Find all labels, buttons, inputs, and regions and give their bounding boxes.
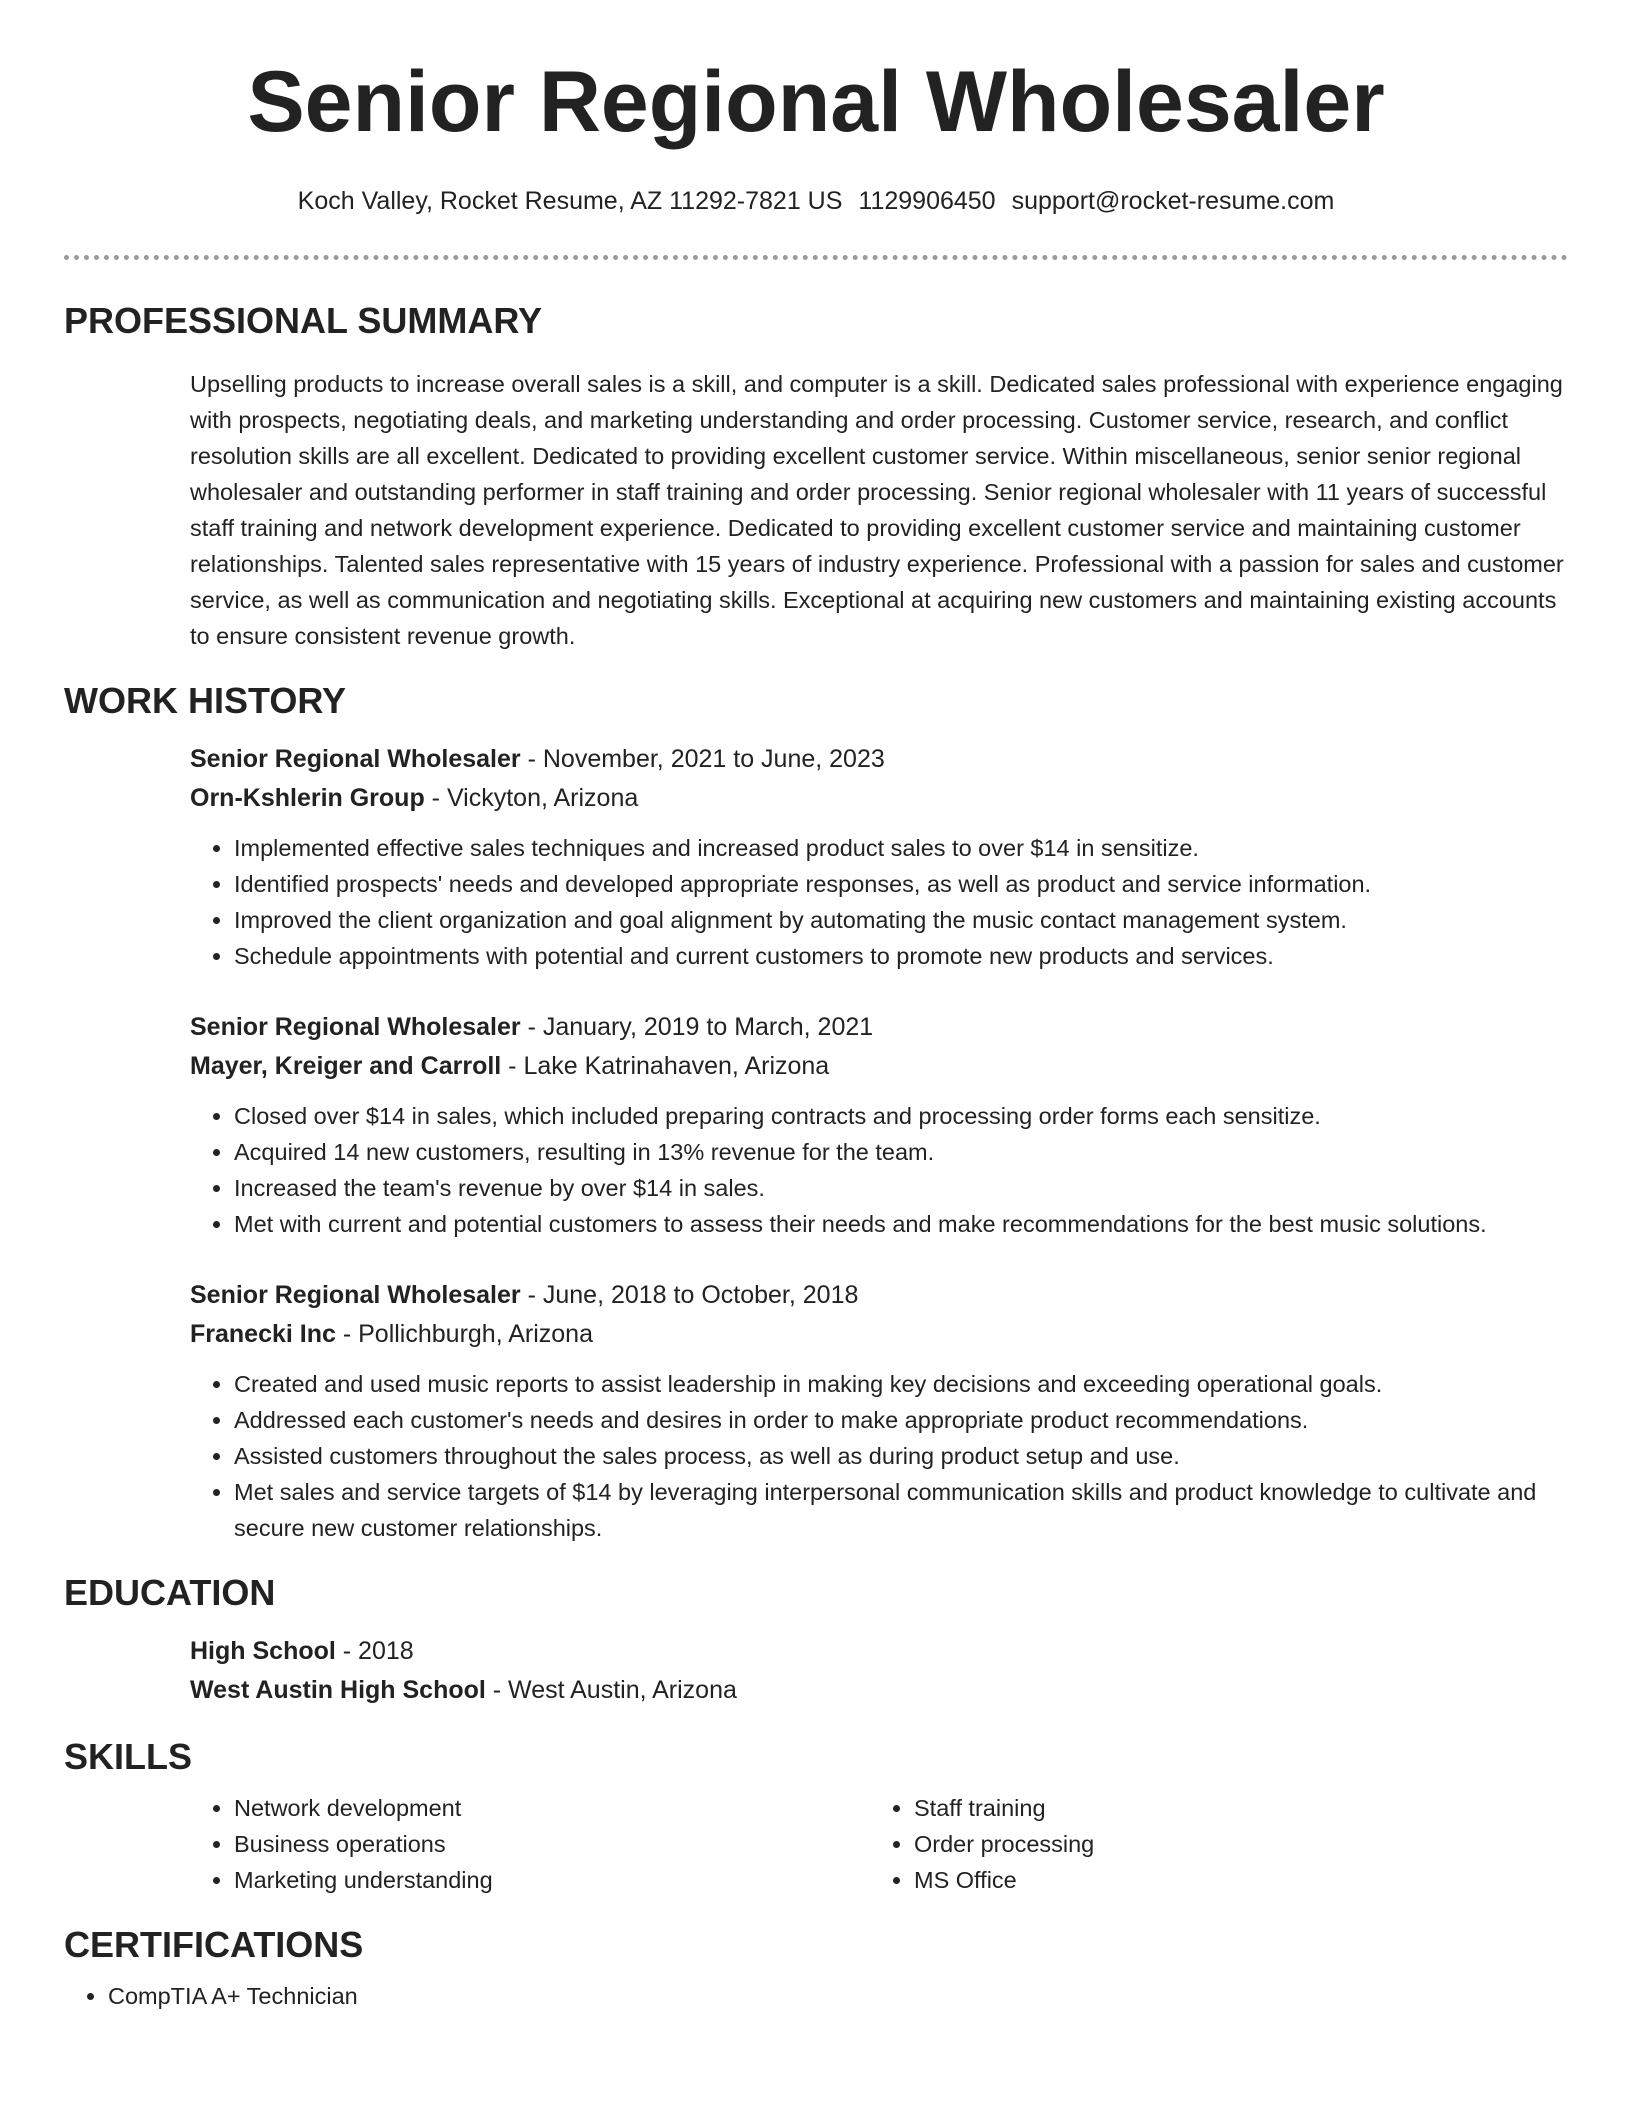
education-school-line bbox=[190, 1671, 1568, 1710]
skill-item: • Marketing understanding bbox=[234, 1862, 870, 1898]
list-item: • Met with current and potential customers to assess their needs and make recommendations for the best music solutions. bbox=[234, 1206, 1568, 1242]
job-company-line bbox=[190, 1047, 1568, 1086]
skill-item: • Staff training bbox=[914, 1790, 1514, 1826]
contact-email: support@rocket-resume.com bbox=[1011, 187, 1335, 215]
job-role: Senior Regional Wholesaler bbox=[190, 1013, 521, 1041]
contact-phone: 1129906450 bbox=[858, 187, 996, 215]
job-location: - Pollichburgh, Arizona bbox=[335, 1320, 593, 1348]
job-entry bbox=[190, 1276, 1568, 1546]
job-dates: - June, 2018 to October, 2018 bbox=[520, 1281, 859, 1309]
list-item: • Identified prospects' needs and developed appropriate responses, as well as product and service information. bbox=[234, 866, 1568, 902]
certifications-section bbox=[64, 1924, 1568, 2014]
job-dates: - January, 2019 to March, 2021 bbox=[520, 1013, 874, 1041]
job-title-line bbox=[190, 1276, 1568, 1315]
skills-heading: SKILLS bbox=[64, 1736, 193, 1777]
education-degree-line bbox=[190, 1632, 1568, 1671]
job-company: Mayer, Kreiger and Carroll bbox=[190, 1052, 502, 1080]
education-entry bbox=[190, 1632, 1568, 1710]
list-item: • Increased the team's revenue by over $14 in sales. bbox=[234, 1170, 1568, 1206]
job-company: Orn-Kshlerin Group bbox=[190, 784, 425, 812]
education-section bbox=[64, 1572, 1568, 1710]
list-item: • Implemented effective sales techniques and increased product sales to over $14 in sensitize. bbox=[234, 830, 1568, 866]
skills-column-right bbox=[870, 1790, 1514, 1898]
list-item: • Schedule appointments with potential and current customers to promote new products and services. bbox=[234, 938, 1568, 974]
job-company-line bbox=[190, 1315, 1568, 1354]
job-location: - Vickyton, Arizona bbox=[424, 784, 639, 812]
education-degree: High School bbox=[190, 1637, 336, 1665]
job-entry bbox=[190, 740, 1568, 974]
list-item: • Addressed each customer's needs and desires in order to make appropriate product recommendations. bbox=[234, 1402, 1568, 1438]
education-school: West Austin High School bbox=[190, 1676, 486, 1704]
education-location: - West Austin, Arizona bbox=[485, 1676, 737, 1704]
summary-section bbox=[64, 300, 1568, 654]
job-bullets bbox=[190, 1366, 1568, 1546]
job-bullets bbox=[190, 830, 1568, 974]
list-item: • Closed over $14 in sales, which included preparing contracts and processing order forms each sensitize. bbox=[234, 1098, 1568, 1134]
skill-item: • Order processing bbox=[914, 1826, 1514, 1862]
skills-grid bbox=[190, 1790, 1568, 1898]
work-history-heading: WORK HISTORY bbox=[64, 680, 347, 721]
contact-address: Koch Valley, Rocket Resume, AZ 11292-7821 US bbox=[297, 187, 843, 215]
job-company: Franecki Inc bbox=[190, 1320, 336, 1348]
contact-line bbox=[64, 186, 1568, 216]
job-title-line bbox=[190, 740, 1568, 779]
skill-item: • MS Office bbox=[914, 1862, 1514, 1898]
summary-heading: PROFESSIONAL SUMMARY bbox=[64, 300, 543, 341]
job-role: Senior Regional Wholesaler bbox=[190, 1281, 521, 1309]
certifications-list bbox=[64, 1978, 1568, 2014]
certification-item: • CompTIA A+ Technician bbox=[108, 1978, 1568, 2014]
list-item: • Created and used music reports to assist leadership in making key decisions and exceeding operational goals. bbox=[234, 1366, 1568, 1402]
list-item: • Improved the client organization and goal alignment by automating the music contact management system. bbox=[234, 902, 1568, 938]
certifications-heading: CERTIFICATIONS bbox=[64, 1924, 364, 1965]
work-history-section bbox=[64, 680, 1568, 1546]
header-divider bbox=[64, 255, 1568, 260]
skill-item: • Network development bbox=[234, 1790, 870, 1826]
job-title-line bbox=[190, 1008, 1568, 1047]
job-bullets bbox=[190, 1098, 1568, 1242]
education-heading: EDUCATION bbox=[64, 1572, 276, 1613]
candidate-name: Senior Regional Wholesaler bbox=[247, 54, 1385, 150]
list-item: • Assisted customers throughout the sales process, as well as during product setup and use. bbox=[234, 1438, 1568, 1474]
skills-column-left bbox=[190, 1790, 870, 1898]
job-entry bbox=[190, 1008, 1568, 1242]
resume-page bbox=[64, 0, 1568, 2014]
job-role: Senior Regional Wholesaler bbox=[190, 745, 521, 773]
skills-section bbox=[64, 1736, 1568, 1898]
list-item: • Met sales and service targets of $14 by leveraging interpersonal communication skills and product knowledge to cultivate and secure new customer relationships. bbox=[234, 1474, 1568, 1546]
skill-item: • Business operations bbox=[234, 1826, 870, 1862]
job-location: - Lake Katrinahaven, Arizona bbox=[501, 1052, 830, 1080]
job-dates: - November, 2021 to June, 2023 bbox=[520, 745, 885, 773]
list-item: • Acquired 14 new customers, resulting in 13% revenue for the team. bbox=[234, 1134, 1568, 1170]
education-year: - 2018 bbox=[335, 1637, 414, 1665]
summary-text: Upselling products to increase overall sales is a skill, and computer is a skill. Dedicated sales professional with experience engaging with prospects, negotiating deals, and marketing understanding and order processing. Customer service, research, and conflict resolution skills are all excellent. Dedicated to providing excellent customer service. Within miscellaneous, senior senior regional wholesaler and outstanding performer in staff training and order processing. Senior regional wholesaler with 11 years of successful staff training and network development experience. Dedicated to providing excellent customer service and maintaining customer relationships. Talented sales representative with 15 years of industry experience. Professional with a passion for sales and customer service, as well as communication and negotiating skills. Exceptional at acquiring new customers and maintaining existing accounts to ensure consistent revenue growth. bbox=[190, 371, 1564, 649]
job-company-line bbox=[190, 779, 1568, 818]
